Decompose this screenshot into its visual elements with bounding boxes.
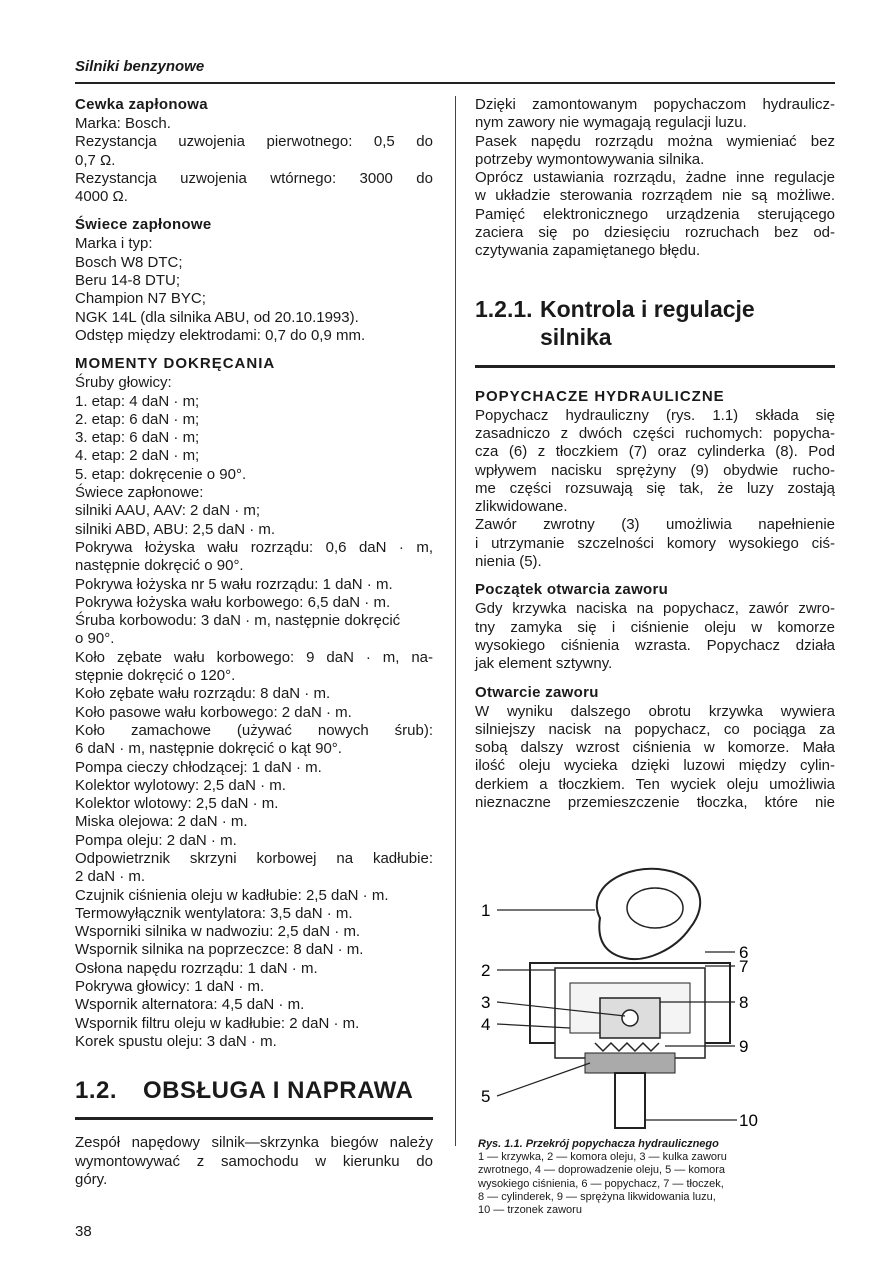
text-line: i utrzymanie szczelności komory wysokiego ciś- — [475, 534, 835, 552]
text-line: Miska olejowa: 2 daN · m. — [75, 813, 248, 831]
swiece-heading: Świece zapłonowe — [75, 216, 212, 234]
fig-label-8: 8 — [739, 993, 749, 1012]
text-line: Oprócz ustawiania rozrządu, żadne inne regulacje — [475, 169, 835, 187]
swiece-text — [75, 235, 433, 345]
text-line: Termowyłącznik wentylatora: 3,5 daN · m. — [75, 904, 353, 922]
poczatek-text — [475, 600, 835, 673]
text-line: NGK 14L (dla silnika ABU, od 20.10.1993). — [75, 308, 359, 326]
tappet-cross-section-diagram — [475, 858, 805, 1138]
section-number: 1.2.1. — [475, 295, 533, 322]
caption-title: Rys. 1.1. Przekrój popychacza hydraulicznego — [478, 1138, 719, 1150]
text-line: Pompa cieczy chłodzącej: 1 daN · m. — [75, 758, 322, 776]
text-line: Koło pasowe wału korbowego: 2 daN · m. — [75, 703, 352, 721]
text-line: derkiem a tłoczkiem. Ten wyciek oleju umożliwia — [475, 775, 835, 793]
page-number: 38 — [75, 1223, 92, 1240]
caption-line: 1 — krzywka, 2 — komora oleju, 3 — kulka zaworu — [478, 1151, 727, 1164]
caption-line: zwrotnego, 4 — doprowadzenie oleju, 5 — komora — [478, 1164, 726, 1177]
text-line: Pokrywa łożyska wału korbowego: 6,5 daN · m. — [75, 593, 391, 611]
fig-label-9: 9 — [739, 1037, 749, 1056]
section-title-line2: silnika — [540, 323, 612, 350]
text-line: góry. — [75, 1170, 108, 1188]
text-line: 5. etap: dokręcenie o 90°. — [75, 465, 247, 483]
obsluga-title: OBSŁUGA I NAPRAWA — [143, 1077, 414, 1105]
text-line: Marka: Bosch. — [75, 115, 171, 132]
intro-text — [475, 96, 835, 261]
text-line: Rezystancja uzwojenia pierwotnego: 0,5 do — [75, 133, 433, 151]
text-line: potrzeby wymontowywania silnika. — [475, 150, 705, 168]
text-line: jak element sztywny. — [475, 655, 613, 673]
obsluga-text — [75, 1134, 433, 1189]
fig-label-3: 3 — [481, 993, 491, 1012]
text-line: czytywania zapamiętanego błędu. — [475, 242, 701, 260]
text-line: 4000 Ω. — [75, 188, 128, 206]
text-line: me części rozsuwają się tak, że luzy zostają — [475, 479, 835, 497]
text-line: Bosch W8 DTC; — [75, 253, 183, 271]
popychacze-text — [475, 407, 835, 572]
otwarcie-heading: Otwarcie zaworu — [475, 683, 599, 701]
cam-bore — [627, 888, 683, 928]
text-line: wysokiego ciśnienia wzrasta. Popychacz działa — [475, 636, 835, 654]
fig-label-4: 4 — [481, 1015, 491, 1034]
valve-stem — [615, 1073, 645, 1128]
cewka-text — [75, 115, 433, 206]
text-line: silniejszy nacisk na popychacz, co pociąga za — [475, 720, 835, 738]
figure-caption — [478, 1138, 818, 1217]
text-line: Pompa oleju: 2 daN · m. — [75, 831, 237, 849]
text-line: Zespół napędowy silnik—skrzynka biegów należy — [75, 1134, 433, 1152]
text-line: Pamięć elektronicznego urządzenia sterującego — [475, 205, 835, 223]
text-line: w układzie sterowania rozrządem nie są możliwe. — [475, 187, 835, 205]
poczatek-heading: Początek otwarcia zaworu — [475, 581, 669, 599]
text-line: 2. etap: 6 daN · m; — [75, 410, 200, 428]
column-divider — [455, 96, 456, 1146]
text-line: Śruba korbowodu: 3 daN · m, następnie dokręcić — [75, 612, 401, 630]
text-line: cza (6) z tłoczkiem (7) oraz cylinderka (8). Pod — [475, 443, 835, 461]
text-line: zasadniczo z dwóch części ruchomych: popycha- — [475, 424, 835, 442]
section-1-2-1-heading — [475, 295, 835, 351]
caption-line: 8 — cylinderek, 9 — sprężyna likwidowania luzu, — [478, 1190, 716, 1203]
text-line: Gdy krzywka naciska na popychacz, zawór zwro- — [475, 600, 835, 618]
text-line: Champion N7 BYC; — [75, 290, 206, 308]
header-rule — [75, 82, 835, 84]
text-line: 4. etap: 2 daN · m; — [75, 447, 200, 465]
text-line: Wspornik silnika na poprzeczce: 8 daN · m. — [75, 941, 364, 959]
text-line: następnie dokręcić o 90°. — [75, 557, 244, 575]
text-line: Wspornik filtru oleju w kadłubie: 2 daN · m. — [75, 1014, 360, 1032]
caption-line: wysokiego ciśnienia, 6 — popychacz, 7 — tłoczek, — [478, 1177, 724, 1190]
text-line: Wsporniki silnika w nadwoziu: 2,5 daN · m. — [75, 923, 361, 941]
text-line: sobą dalszy wzrost ciśnienia w komorze. Mała — [475, 739, 835, 757]
text-line: Beru 14-8 DTU; — [75, 272, 181, 290]
text-line: Zawór zwrotny (3) umożliwia napełnienie — [475, 516, 835, 534]
section-cewka — [75, 96, 433, 206]
fig-label-2: 2 — [481, 961, 491, 980]
text-line: Marka i typ: — [75, 235, 153, 253]
text-line: 6 daN · m, następnie dokręcić o kąt 90°. — [75, 740, 342, 758]
text-line: Pokrywa łożyska wału rozrządu: 0,6 daN · m, — [75, 538, 433, 556]
text-line: 2 daN · m. — [75, 868, 146, 886]
fig-label-1: 1 — [481, 901, 491, 920]
text-line: ilość oleju wycieka dzięki luzowi między cylin- — [475, 757, 835, 775]
text-line: wymontowywać z samochodu w kierunku do — [75, 1152, 433, 1170]
section-title-line1: Kontrola i regulacje — [540, 295, 755, 322]
text-line: 1. etap: 4 daN · m; — [75, 392, 200, 410]
section-momenty — [75, 355, 433, 1051]
text-line: wpływem nacisku sprężyny (9) obydwie rucho- — [475, 461, 835, 479]
text-line: Koło zamachowe (używać nowych śrub): — [75, 721, 433, 739]
text-line: Kolektor wlotowy: 2,5 daN · m. — [75, 795, 279, 813]
text-line: zaciera się po dziesięciu rozruchach bez od- — [475, 224, 835, 242]
obsluga-rule — [75, 1117, 433, 1120]
fig-label-7: 7 — [739, 957, 749, 976]
text-line: Świece zapłonowe: — [75, 484, 204, 502]
text-line: silniki ABD, ABU: 2,5 daN · m. — [75, 520, 276, 538]
text-line: zlikwidowane. — [475, 498, 568, 516]
cewka-heading: Cewka zapłonowa — [75, 96, 208, 113]
text-line: Rezystancja uzwojenia wtórnego: 3000 do — [75, 169, 433, 187]
section-rule — [475, 365, 835, 368]
right-column — [475, 96, 835, 822]
left-column — [75, 96, 433, 1199]
fig-label-5: 5 — [481, 1087, 491, 1106]
text-line: Odpowietrznik skrzyni korbowej na kadłubie: — [75, 849, 433, 867]
text-line: nienia (5). — [475, 553, 542, 571]
text-line: Pasek napędu rozrządu można wymieniać bez — [475, 132, 835, 150]
momenty-text — [75, 374, 433, 1051]
momenty-heading: MOMENTY DOKRĘCANIA — [75, 355, 276, 373]
otwarcie-text — [475, 703, 835, 813]
text-line: 0,7 Ω. — [75, 151, 116, 169]
text-line: Kolektor wylotowy: 2,5 daN · m. — [75, 776, 286, 794]
high-pressure-chamber — [585, 1053, 675, 1073]
obsluga-heading — [75, 1077, 433, 1105]
text-line: Koło zębate wału korbowego: 9 daN · m, na- — [75, 648, 433, 666]
text-line: Popychacz hydrauliczny (rys. 1.1) składa się — [475, 406, 835, 424]
text-line: Osłona napędu rozrządu: 1 daN · m. — [75, 959, 318, 977]
text-line: Dzięki zamontowanym popychaczom hydraulicz- — [475, 96, 835, 113]
text-line: nym zawory nie wymagają regulacji luzu. — [475, 114, 747, 132]
running-header: Silniki benzynowe — [75, 58, 205, 75]
caption-line: 10 — trzonek zaworu — [478, 1204, 582, 1217]
text-line: nieznaczne przemieszczenie tłoczka, które nie — [475, 794, 835, 812]
text-line: Śruby głowicy: — [75, 374, 172, 392]
fig-label-10: 10 — [739, 1111, 758, 1130]
text-line: tny zamyka się i ciśnienie oleju w komorze — [475, 618, 835, 636]
obsluga-number: 1.2. — [75, 1077, 118, 1105]
section-swiece — [75, 216, 433, 345]
text-line: W wyniku dalszego obrotu krzywka wywiera — [475, 702, 835, 720]
text-line: stępnie dokręcić o 120°. — [75, 667, 236, 685]
text-line: Czujnik ciśnienia oleju w kadłubie: 2,5 daN · m. — [75, 886, 389, 904]
text-line: Korek spustu oleju: 3 daN · m. — [75, 1032, 277, 1050]
text-line: o 90°. — [75, 630, 115, 648]
popychacze-heading: POPYCHACZE HYDRAULICZNE — [475, 387, 725, 405]
text-line: Odstęp między elektrodami: 0,7 do 0,9 mm. — [75, 326, 366, 344]
text-line: Pokrywa głowicy: 1 daN · m. — [75, 978, 265, 996]
text-line: Wspornik alternatora: 4,5 daN · m. — [75, 996, 305, 1014]
text-line: Koło zębate wału rozrządu: 8 daN · m. — [75, 685, 331, 703]
text-line: Pokrywa łożyska nr 5 wału rozrządu: 1 daN · m. — [75, 575, 393, 593]
fig-label-6: 6 — [739, 943, 749, 962]
text-line: silniki AAU, AAV: 2 daN · m; — [75, 502, 261, 520]
check-ball — [622, 1010, 638, 1026]
text-line: 3. etap: 6 daN · m; — [75, 429, 200, 447]
